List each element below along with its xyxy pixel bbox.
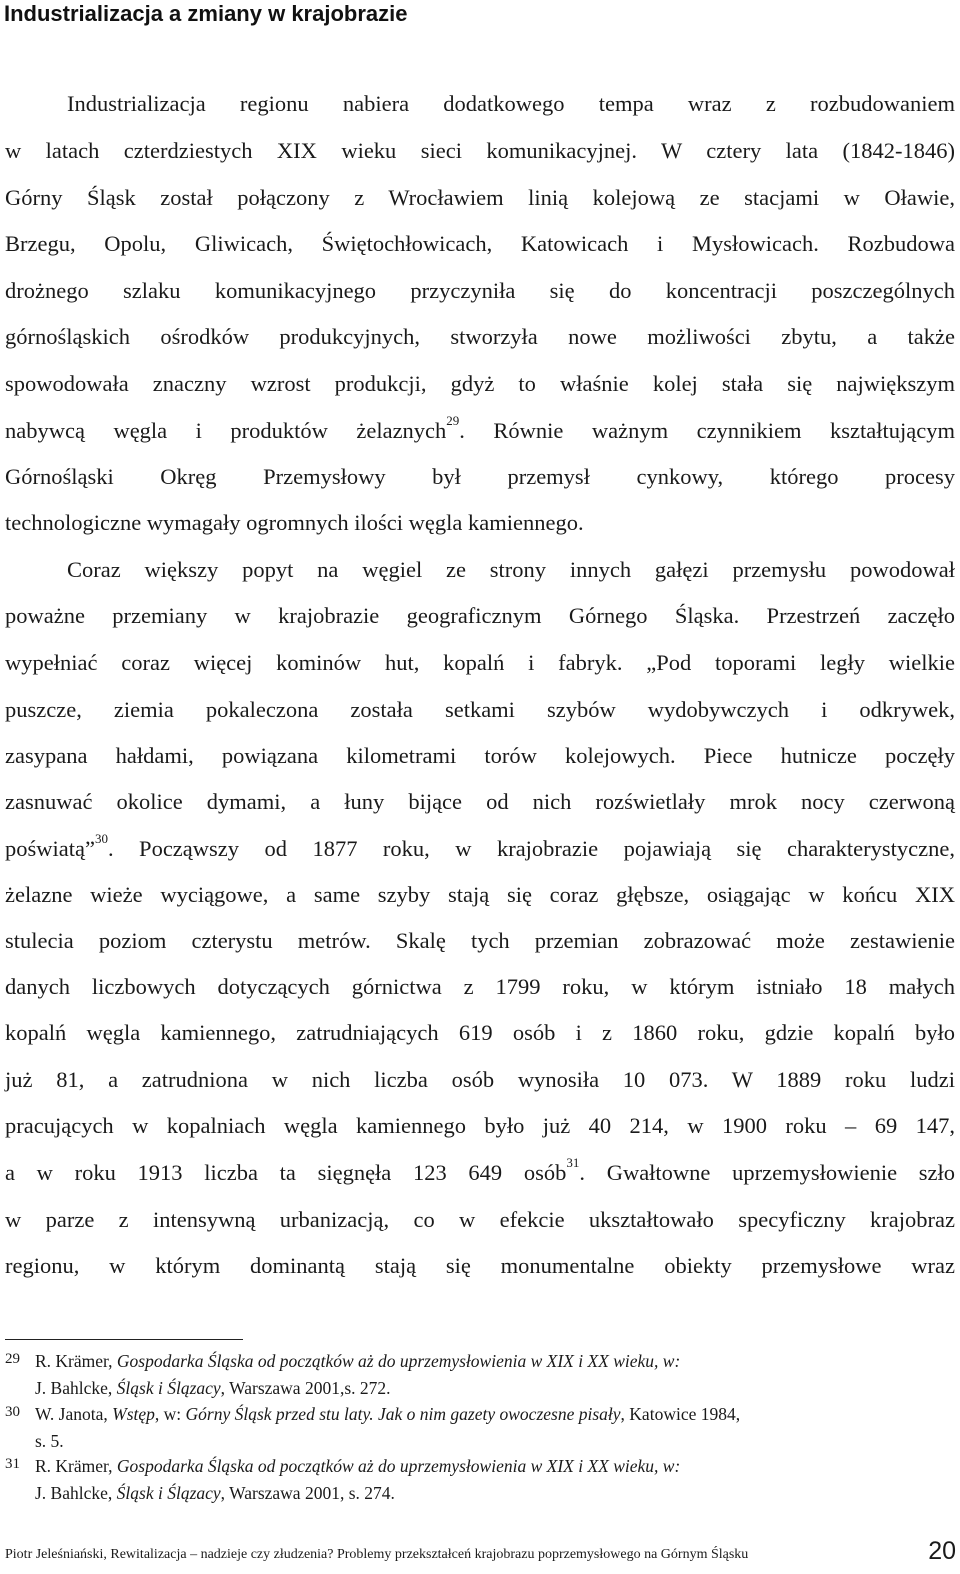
text-line bbox=[5, 1155, 955, 1188]
text-line: spowodowała znaczny wzrost produkcji, gdyż to właśnie kolej stała się największym bbox=[5, 371, 955, 396]
text-line: w latach czterdziestych XIX wieku sieci komunikacyjnej. W cztery lata (1842-1846) bbox=[5, 138, 955, 163]
footnote-text: R. Krämer, bbox=[35, 1456, 117, 1476]
footnote-title: Górny Śląsk przed stu laty. Jak o nim gazety owoczesne pisały bbox=[185, 1404, 621, 1424]
footnote-title: Śląsk i Ślązacy bbox=[116, 1483, 221, 1503]
footnote-separator bbox=[5, 1339, 243, 1340]
footnote-title: Gospodarka Śląska od początków aż do uprzemysłowienia w XIX i XX wieku, w: bbox=[116, 1351, 681, 1371]
text-line: w parze z intensywną urbanizacją, co w efekcie ukształtowało specyficzny krajobraz bbox=[5, 1207, 955, 1232]
footnote-ref-29[interactable]: 29 bbox=[446, 413, 460, 428]
footnote-line bbox=[35, 1350, 940, 1372]
page-number: 20 bbox=[928, 1537, 956, 1565]
footnote-text: J. Bahlcke, bbox=[35, 1378, 117, 1398]
text-line: danych liczbowych dotyczących górnictwa z 1799 roku, w którym istniało 18 małych bbox=[5, 974, 955, 999]
footnote-number: 30 bbox=[5, 1404, 20, 1420]
text-line: wypełniać coraz więcej kominów hut, kopalń i fabryk. „Pod toporami legły wielkie bbox=[5, 650, 955, 675]
footnote-text: J. Bahlcke, bbox=[35, 1483, 117, 1503]
footnote-title: Gospodarka Śląska od początków aż do uprzemysłowienia w XIX i XX wieku, w: bbox=[116, 1456, 681, 1476]
text-fragment: . Począwszy od 1877 roku, w krajobrazie pojawiają się charakterystyczne, bbox=[107, 836, 955, 861]
text-line: żelazne wieże wyciągowe, a same szyby stają się coraz głębsze, osiągając w końcu XIX bbox=[5, 882, 955, 907]
footnote-line bbox=[35, 1455, 940, 1477]
text-fragment: a w roku 1913 liczba ta sięgnęła 123 649 osób bbox=[5, 1160, 567, 1185]
text-line: Górnośląski Okręg Przemysłowy był przemysł cynkowy, którego procesy bbox=[5, 464, 955, 489]
text-line: Górny Śląsk został połączony z Wrocławiem linią kolejową ze stacjami w Oławie, bbox=[5, 185, 955, 210]
footnote-title: Śląsk i Ślązacy bbox=[116, 1378, 221, 1398]
section-heading: Industrializacja a zmiany w krajobrazie bbox=[4, 1, 408, 26]
text-line: puszcze, ziemia pokaleczona została setkami szybów wydobywczych i odkrywek, bbox=[5, 697, 955, 722]
footnote-number: 31 bbox=[5, 1456, 20, 1472]
text-line: stulecia poziom czterystu metrów. Skalę tych przemian zobrazować może zestawienie bbox=[5, 928, 955, 953]
text-line: pracujących w kopalniach węgla kamiennego było już 40 214, w 1900 roku – 69 147, bbox=[5, 1113, 955, 1138]
text-line: technologiczne wymagały ogromnych ilości węgla kamiennego. bbox=[5, 510, 584, 535]
text-line bbox=[5, 831, 955, 864]
page-footer: Piotr Jeleśniański, Rewitalizacja – nadzieje czy złudzenia? Problemy przekształceń krajobrazu poprzemysłowego na Górnym Śląsku bbox=[5, 1547, 749, 1562]
text-line: drożnego szlaku komunikacyjnego przyczyniła się do koncentracji poszczególnych bbox=[5, 278, 955, 303]
text-line: kopalń węgla kamiennego, zatrudniających 619 osób i z 1860 roku, gdzie kopalń było bbox=[5, 1020, 955, 1045]
footnote-line bbox=[35, 1430, 940, 1452]
footnote-text: R. Krämer, bbox=[35, 1351, 117, 1371]
footnote-ref-30[interactable]: 30 bbox=[94, 831, 108, 846]
text-line: Coraz większy popyt na węgiel ze strony innych gałęzi przemysłu powodował bbox=[67, 557, 955, 582]
text-fragment: . Gwałtowne uprzemysłowienie szło bbox=[579, 1160, 955, 1185]
text-line: górnośląskich ośrodków produkcyjnych, stworzyła nowe możliwości zbytu, a także bbox=[5, 324, 955, 349]
text-line: Brzegu, Opolu, Gliwicach, Świętochłowicach, Katowicach i Mysłowicach. Rozbudowa bbox=[5, 231, 955, 256]
footnote-title: Wstęp bbox=[112, 1404, 155, 1424]
text-line: już 81, a zatrudniona w nich liczba osób wynosiła 10 073. W 1889 roku ludzi bbox=[5, 1067, 955, 1092]
text-line: Industrializacja regionu nabiera dodatkowego tempa wraz z rozbudowaniem bbox=[67, 91, 955, 116]
text-fragment: . Równie ważnym czynnikiem kształtującym bbox=[459, 418, 955, 443]
text-line bbox=[5, 413, 955, 446]
footnote-ref-31[interactable]: 31 bbox=[566, 1155, 580, 1170]
text-line: poważne przemiany w krajobrazie geograficznym Górnego Śląska. Przestrzeń zaczęło bbox=[5, 603, 955, 628]
footnote-text: , Warszawa 2001, s. 274. bbox=[220, 1483, 395, 1503]
footnote-text: s. 5. bbox=[35, 1431, 64, 1451]
footnote-text: , Warszawa 2001,s. 272. bbox=[220, 1378, 391, 1398]
footnote-text: , Katowice 1984, bbox=[620, 1404, 741, 1424]
footnote-line bbox=[35, 1403, 940, 1425]
text-line: zasnuwać okolice dymami, a łuny bijące od nich rozświetlały mrok nocy czerwoną bbox=[5, 789, 955, 814]
footnote-line bbox=[35, 1482, 940, 1504]
footnote-text: W. Janota, bbox=[35, 1404, 113, 1424]
text-line: zasypana hałdami, powiązana kilometrami torów kolejowych. Piece hutnicze poczęły bbox=[5, 743, 955, 768]
footnote-number: 29 bbox=[5, 1351, 20, 1367]
text-fragment: nabywcą węgla i produktów żelaznych bbox=[5, 418, 447, 443]
text-fragment: poświatą” bbox=[5, 836, 95, 861]
footnote-text: , w: bbox=[154, 1404, 186, 1424]
footnote-line bbox=[35, 1377, 940, 1399]
text-line: regionu, w którym dominantą stają się monumentalne obiekty przemysłowe wraz bbox=[5, 1253, 955, 1278]
